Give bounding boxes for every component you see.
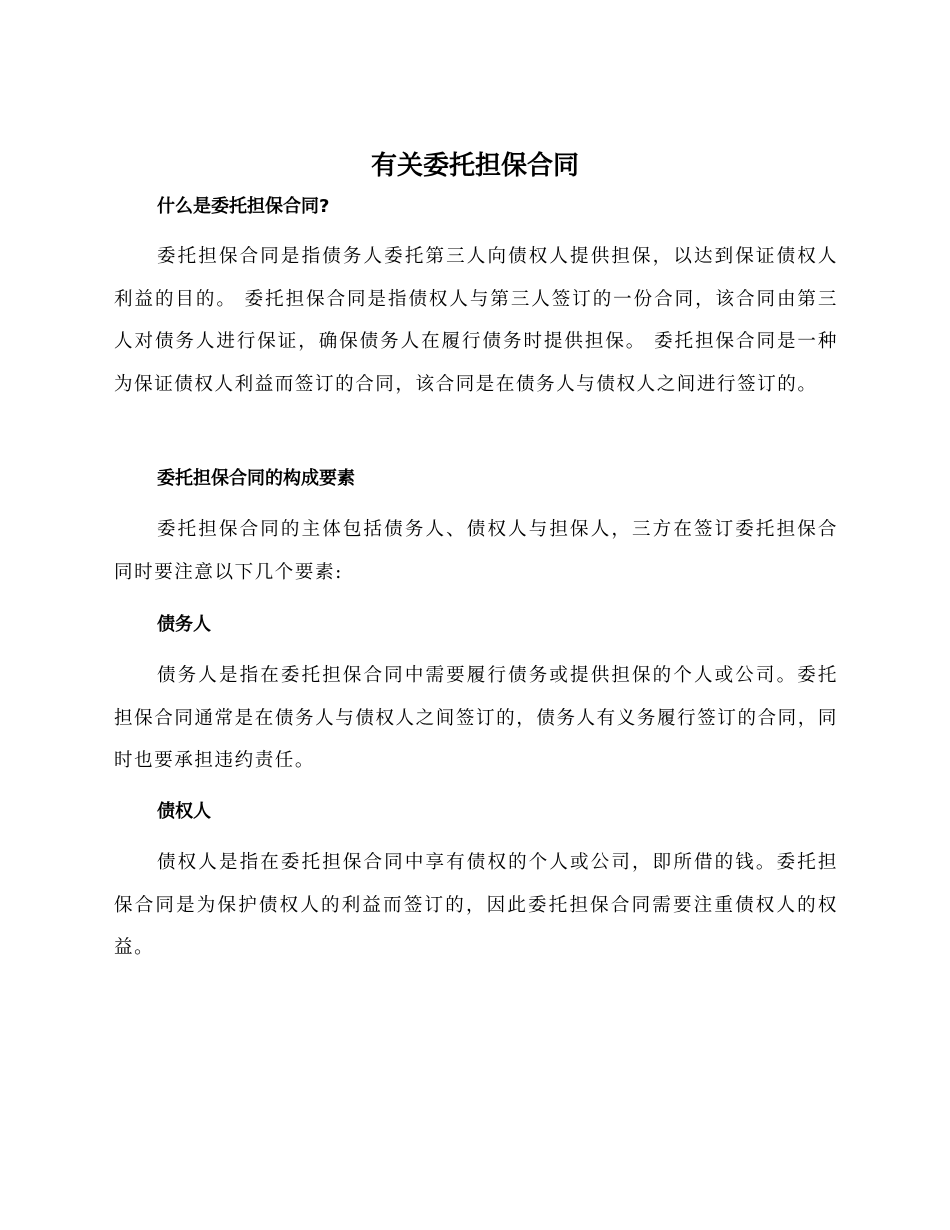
- section-heading-creditor: 债权人: [157, 801, 211, 822]
- section-paragraph-elements: 委托担保合同的主体包括债务人、债权人与担保人，三方在签订委托担保合同时要注意以下几个要素:: [114, 519, 838, 583]
- section-heading-elements: 委托担保合同的构成要素: [157, 468, 355, 489]
- section-heading-what-is: 什么是委托担保合同?: [157, 196, 330, 217]
- page-title: 有关委托担保合同: [370, 151, 579, 181]
- section-paragraph-debtor: 债务人是指在委托担保合同中需要履行债务或提供担保的个人或公司。委托担保合同通常是在债务人与债权人之间签订的，债务人有义务履行签订的合同，同时也要承担违约责任。: [114, 665, 838, 771]
- section-paragraph-what-is: 委托担保合同是指债务人委托第三人向债权人提供担保，以达到保证债权人利益的目的。 委托担保合同是指债权人与第三人签订的一份合同，该合同由第三人对债务人进行保证，确保债务人在履行债务时提供担保。 委托担保合同是一种为保证债权人利益而签订的合同，该合同是在债务人与债权人之间进行签订的。: [114, 246, 838, 395]
- section-heading-debtor: 债务人: [157, 614, 211, 635]
- section-paragraph-creditor: 债权人是指在委托担保合同中享有债权的个人或公司，即所借的钱。委托担保合同是为保护债权人的利益而签订的，因此委托担保合同需要注重债权人的权益。: [114, 852, 838, 958]
